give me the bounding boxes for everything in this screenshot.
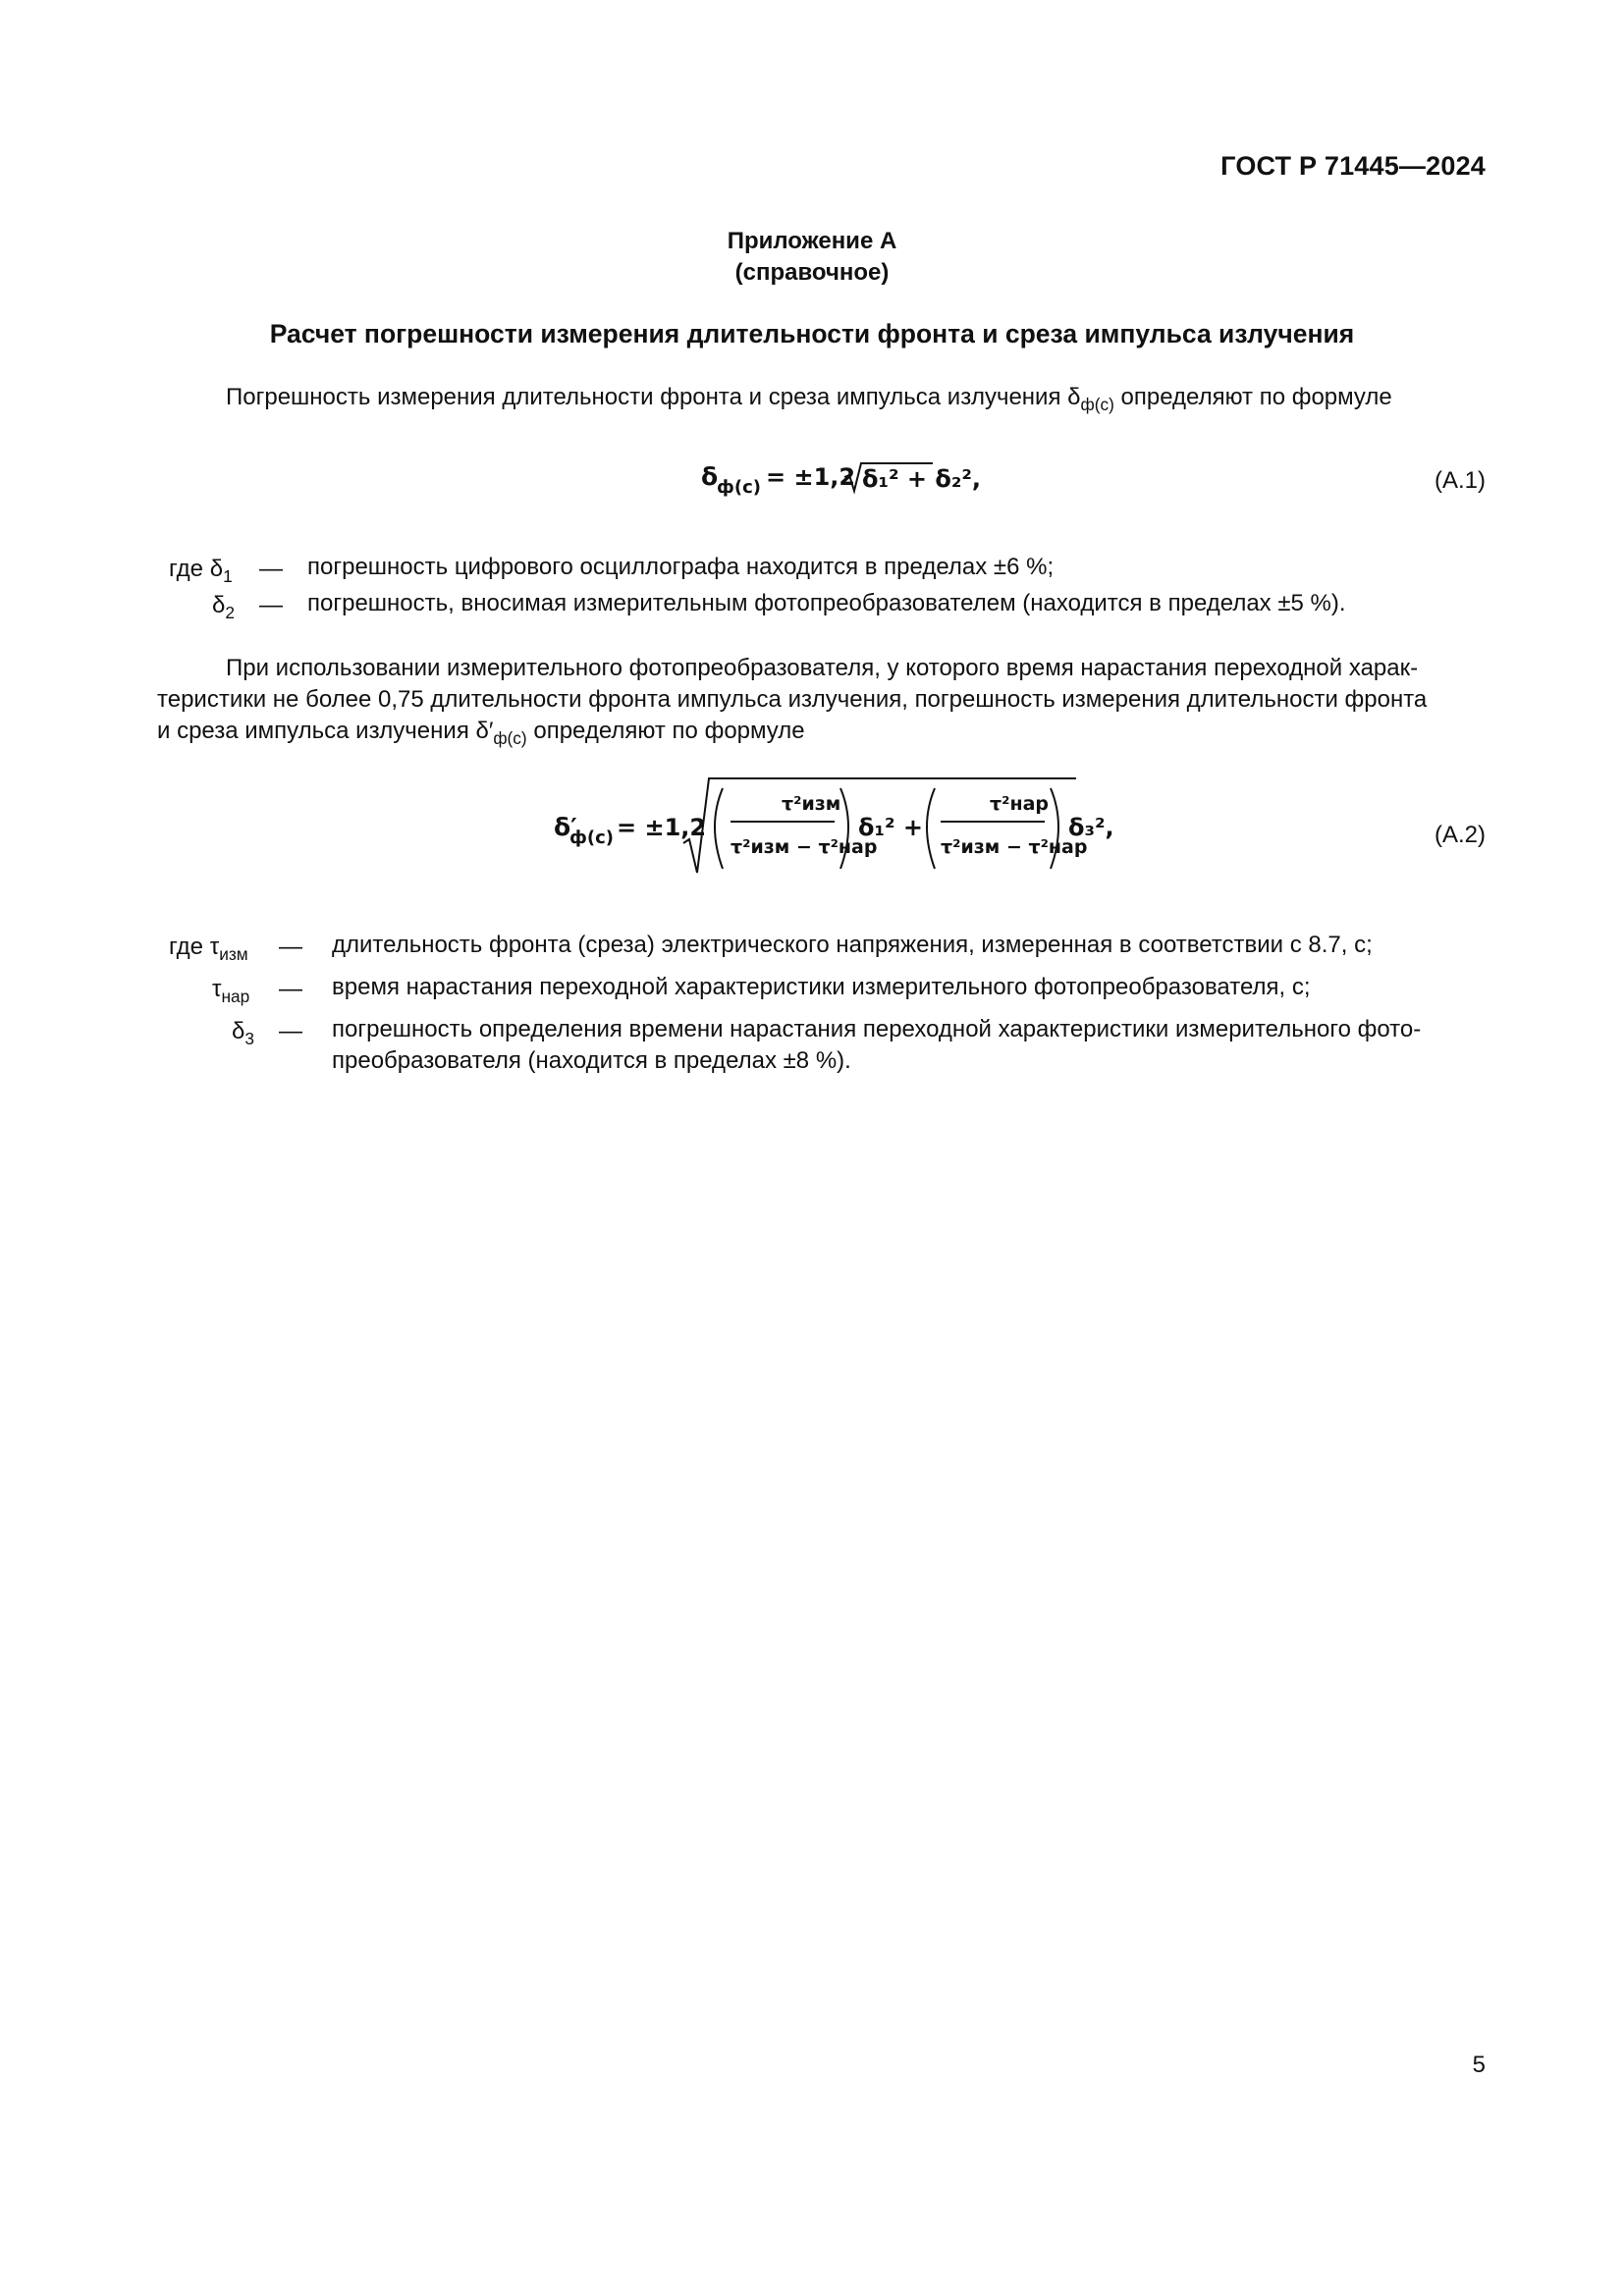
def1-1-text: погрешность цифрового осциллографа находится в пределах ±6 %; [307, 554, 1055, 580]
formula-a2-den1: τ²изм − τ²нар [731, 836, 878, 858]
def1-1-prefix: где [169, 556, 210, 582]
def2-3-text: погрешность определения времени нарастания переходной характеристики измерительного фото- [332, 1016, 1422, 1042]
def1-1-sub: 1 [223, 566, 233, 587]
formula-a2-num1: τ²изм [782, 793, 841, 815]
formula-a1-coef: = ±1,2 [766, 463, 856, 491]
formula-a2-end: δ₃², [1068, 814, 1114, 841]
paren-open-2 [927, 788, 935, 869]
def2-3-sub: 3 [244, 1029, 254, 1049]
formula-a2-svg [552, 771, 1114, 879]
paragraph-1-tail: определяют по формуле [1113, 384, 1392, 410]
formula-a1-lhs: δ [701, 462, 719, 491]
formula-a2-num2: τ²нар [990, 793, 1049, 815]
equation-number-a1: (А.1) [1434, 467, 1486, 494]
def2-1-sub: изм [219, 944, 248, 965]
paren-open-1 [715, 788, 723, 869]
def1-2-symbol [212, 592, 235, 623]
document-id: ГОСТ Р 71445—2024 [1220, 151, 1486, 181]
paragraph-1-text: Погрешность измерения длительности фронта и среза импульса излучения δ [226, 384, 1081, 410]
def2-2-dash: — [279, 976, 302, 1002]
formula-a1-lhs-sub: ф(с) [717, 477, 761, 498]
formula-a2-coef: = ±1,2 [617, 814, 707, 841]
paragraph-1 [226, 382, 1392, 420]
paragraph-2-line-2: теристики не более 0,75 длительности фронта импульса излучения, погрешность измерения длительности фронта [157, 686, 1428, 713]
def1-1-sym: δ [209, 556, 224, 582]
formula-a2-lhs-sub: ф(с) [569, 828, 614, 848]
appendix-note: (справочное) [734, 259, 890, 286]
paragraph-2-line-3-end: определяют по формуле [526, 718, 805, 744]
paragraph-2-line-3-sub: ф(с) [493, 728, 527, 749]
def1-1-symbol [169, 556, 233, 587]
formula-a2 [552, 771, 1114, 879]
def2-1-symbol [169, 934, 248, 965]
formula-a1 [701, 457, 981, 501]
paragraph-2-line-1: При использовании измерительного фотопреобразователя, у которого время нарастания переходной харак- [226, 655, 1419, 681]
formula-a2-den2: τ²изм − τ²нар [941, 836, 1088, 858]
def2-2-symbol [212, 976, 249, 1007]
def1-2-text: погрешность, вносимая измерительным фотопреобразователем (находится в пределах ±5 %). [307, 590, 1346, 616]
formula-a1-svg [701, 457, 981, 501]
def1-2-sub: 2 [225, 603, 235, 623]
formula-a1-radicand: δ₁² + δ₂², [862, 465, 981, 493]
def1-2-dash: — [259, 592, 283, 618]
def1-1-dash: — [259, 556, 283, 582]
appendix-title: Приложение А [727, 228, 897, 254]
def2-1-prefix: где [169, 934, 210, 960]
def2-1-dash: — [279, 934, 302, 960]
section-title: Расчет погрешности измерения длительности фронта и среза импульса излучения [269, 319, 1355, 348]
def2-3-dash: — [279, 1018, 302, 1044]
def2-2-text: время нарастания переходной характеристики измерительного фотопреобразователя, с; [332, 974, 1311, 1000]
def1-2-sym: δ [212, 592, 226, 618]
def2-3-text-cont: преобразователя (находится в пределах ±8 %). [332, 1047, 851, 1074]
page-number: 5 [1472, 2052, 1486, 2078]
formula-a2-mid: δ₁² + [858, 814, 923, 841]
paragraph-1-sub: ф(с) [1080, 395, 1114, 415]
def2-2-sub: нар [221, 987, 250, 1007]
def2-1-sym: τ [209, 934, 220, 960]
formula-a2-lhs: δ′ [554, 813, 577, 841]
paragraph-2-line-3 [157, 716, 805, 754]
def2-3-symbol [232, 1018, 254, 1049]
paragraph-2-line-3-start: и среза импульса излучения δ′ [157, 718, 494, 744]
def2-3-sym: δ [232, 1018, 245, 1044]
def2-2-sym: τ [212, 976, 222, 1002]
def2-1-text: длительность фронта (среза) электрического напряжения, измеренная в соответствии с 8.7, с; [332, 932, 1373, 958]
equation-number-a2: (А.2) [1434, 822, 1486, 848]
